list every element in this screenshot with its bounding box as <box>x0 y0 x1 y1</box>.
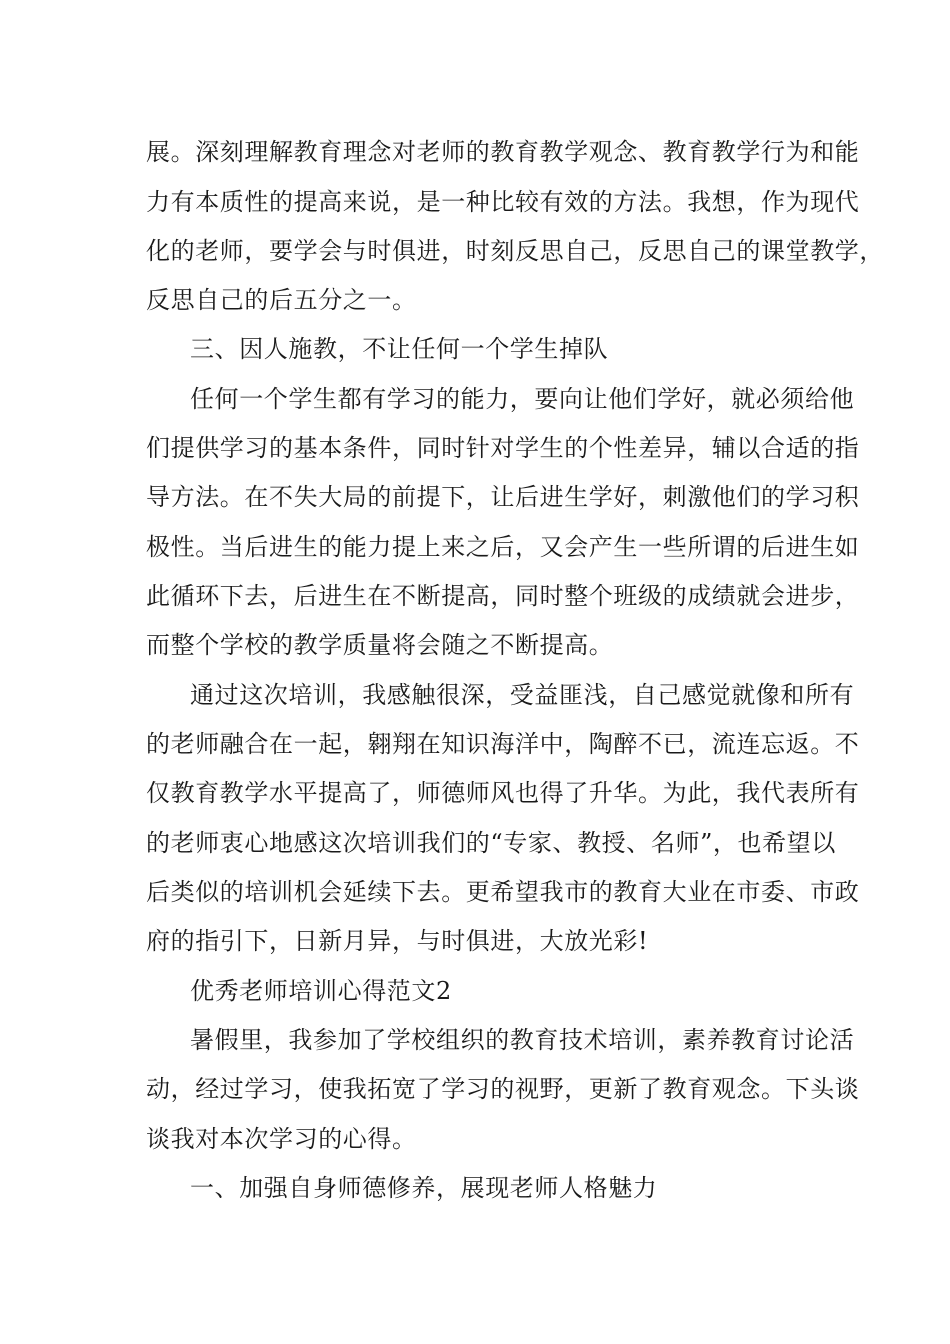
paragraph-line: 极性。当后进生的能力提上来之后，又会产生一些所谓的后进生如 <box>146 533 860 561</box>
section-heading: 三、因人施教，不让任何一个学生掉队 <box>190 335 609 363</box>
paragraph-line: 暑假里，我参加了学校组织的教育技术培训，素养教育讨论活 <box>190 1026 855 1054</box>
paragraph-line: 仅教育教学水平提高了，师德师风也得了升华。为此，我代表所有 <box>146 779 860 807</box>
section-heading: 一、加强自身师德修养，展现老师人格魅力 <box>190 1174 658 1202</box>
paragraph-line: 力有本质性的提高来说，是一种比较有效的方法。我想，作为现代 <box>146 188 860 216</box>
paragraph-line: 通过这次培训，我感触很深，受益匪浅，自己感觉就像和所有 <box>190 681 855 709</box>
paragraph-line: 导方法。在不失大局的前提下，让后进生学好，刺激他们的学习积 <box>146 483 860 511</box>
paragraph-line: 们提供学习的基本条件，同时针对学生的个性差异，辅以合适的指 <box>146 434 860 462</box>
paragraph-line: 后类似的培训机会延续下去。更希望我市的教育大业在市委、市政 <box>146 878 860 906</box>
paragraph-line: 的老师衷心地感这次培训我们的“专家、教授、名师”，也希望以 <box>146 829 836 857</box>
paragraph-line: 此循环下去，后进生在不断提高，同时整个班级的成绩就会进步， <box>146 582 860 610</box>
paragraph-line: 化的老师，要学会与时俱进，时刻反思自己，反思自己的课堂教学， <box>146 237 884 265</box>
paragraph-line: 反思自己的后五分之一。 <box>146 286 417 314</box>
paragraph-line: 动，经过学习，使我拓宽了学习的视野，更新了教育观念。下头谈 <box>146 1075 860 1103</box>
paragraph-line: 任何一个学生都有学习的能力，要向让他们学好，就必须给他 <box>190 385 855 413</box>
paragraph-line: 的老师融合在一起，翱翔在知识海洋中，陶醉不已，流连忘返。不 <box>146 730 860 758</box>
paragraph-line: 展。深刻理解教育理念对老师的教育教学观念、教育教学行为和能 <box>146 138 860 166</box>
paragraph-line: 谈我对本次学习的心得。 <box>146 1125 417 1153</box>
paragraph-line: 而整个学校的教学质量将会随之不断提高。 <box>146 631 614 659</box>
article-title: 优秀老师培训心得范文2 <box>190 977 452 1005</box>
paragraph-line: 府的指引下，日新月异，与时俱进，大放光彩! <box>146 927 649 955</box>
